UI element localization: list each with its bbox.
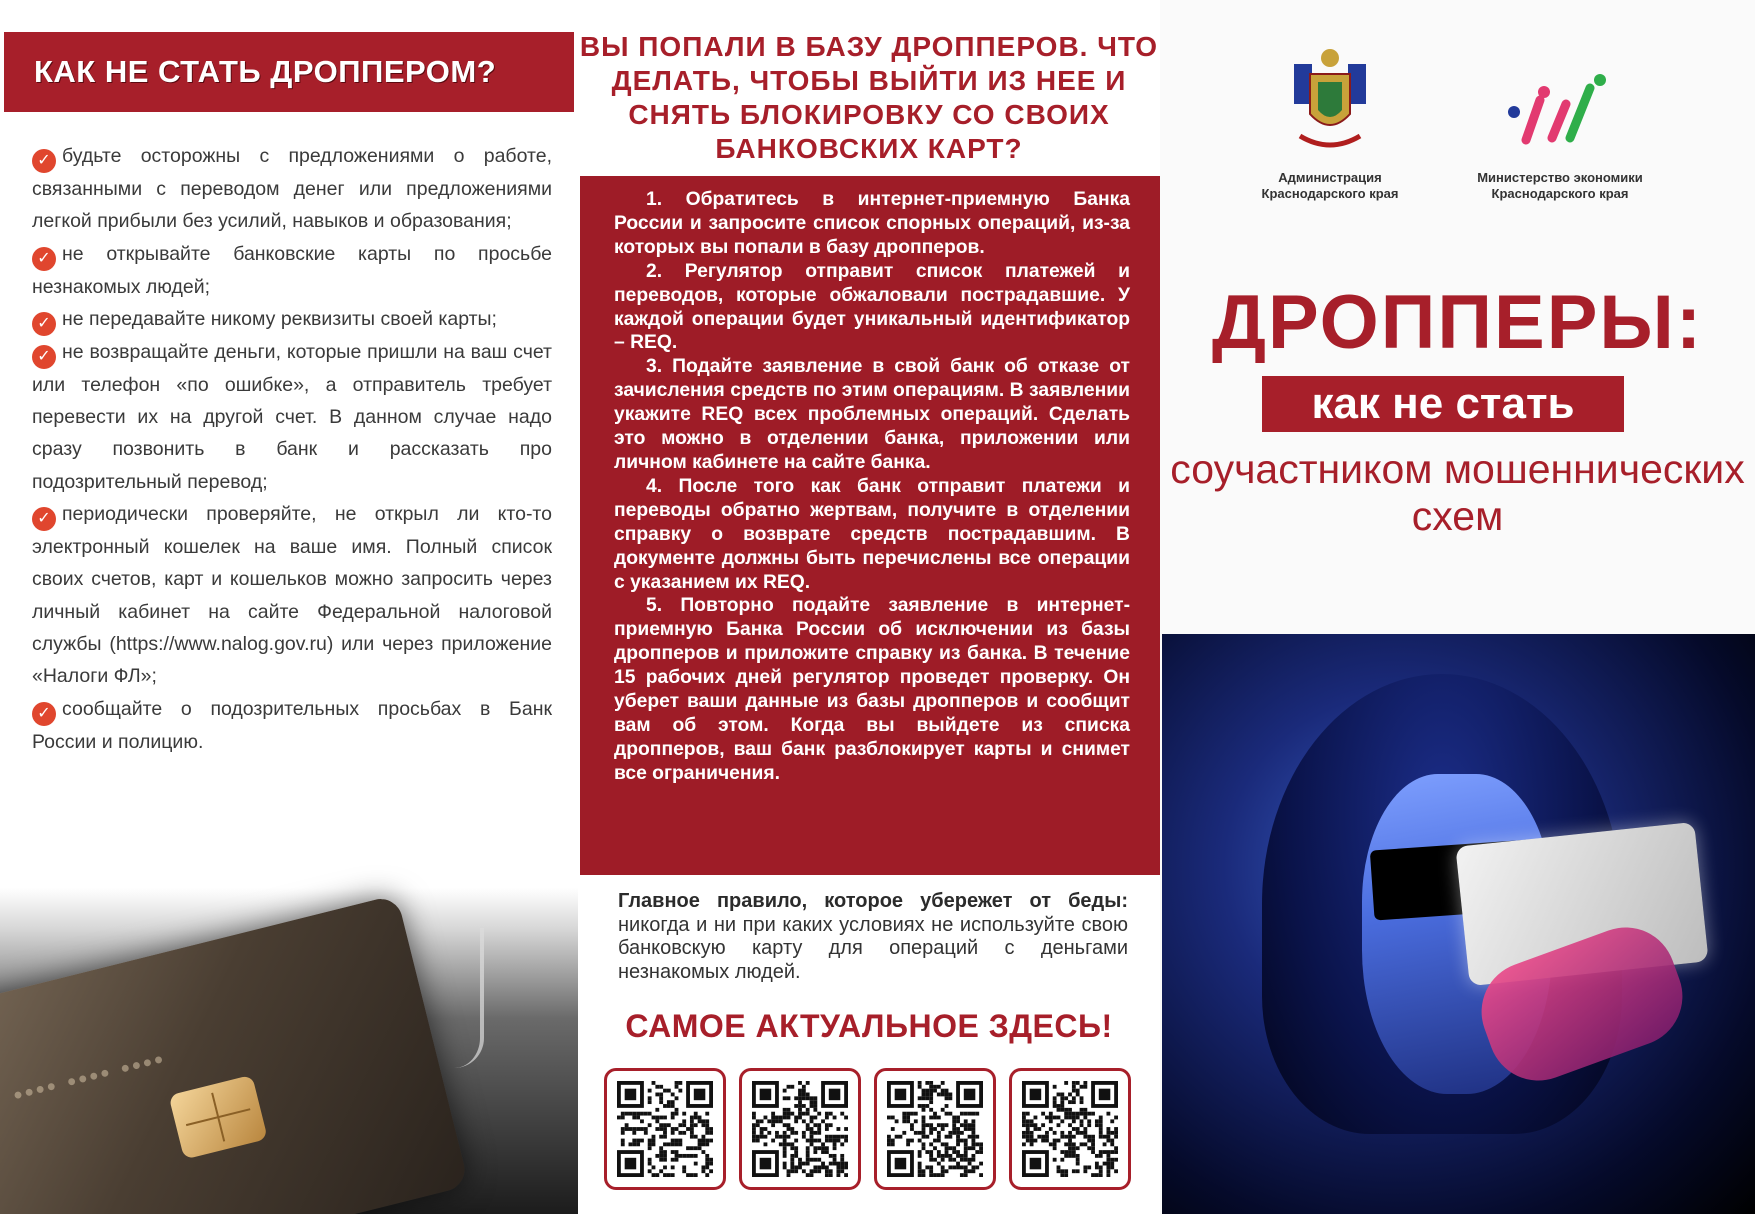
left-panel bbox=[0, 0, 578, 1214]
qr-pattern bbox=[887, 1081, 983, 1177]
fishing-hook-icon bbox=[440, 928, 484, 1068]
qr-pattern bbox=[617, 1081, 713, 1177]
tip-item: ✓ периодически проверяйте, не открыл ли кто-то электронный кошелек на ваше имя. Полный список своих счетов, карт и кошельков можно запросить через личный кабинет на сайте Федеральной налоговой службы (https://www.nalog.gov.ru) или через приложение «Налоги ФЛ»; bbox=[32, 503, 552, 688]
coat-of-arms-logo bbox=[1290, 44, 1370, 154]
qr-code-icon[interactable] bbox=[1009, 1068, 1131, 1190]
qr-code-icon[interactable] bbox=[604, 1068, 726, 1190]
tip-item: ✓ сообщайте о подозрительных просьбах в Банк России и полицию. bbox=[32, 697, 552, 753]
chip-icon bbox=[168, 1075, 267, 1160]
check-icon: ✓ bbox=[32, 247, 56, 271]
step-item: 3. Подайте заявление в свой банк об отказе от зачисления средств по этим операциям. В заявлении укажите REQ всех проблемных операций. Сделать это можно в отделении банка, приложении или личном кабинете на сайте банка. bbox=[614, 356, 1130, 473]
step-item: 1. Обратитесь в интернет-приемную Банка России и запросите список спорных операций, из-за которых вы попали в базу дропперов. bbox=[614, 189, 1130, 258]
admin-logo-label: Администрация Краснодарского края bbox=[1261, 170, 1399, 201]
how-not-to-become-box: как не стать bbox=[1262, 376, 1624, 432]
ministry-logo bbox=[1500, 70, 1620, 150]
credit-card-photo bbox=[0, 888, 578, 1214]
hacker-photo bbox=[1162, 634, 1755, 1214]
qr-pattern bbox=[1022, 1081, 1118, 1177]
tips-list bbox=[32, 140, 552, 758]
tip-item: ✓ не возвращайте деньги, которые пришли на ваш счет или телефон «по ошибке», а отправитель требует перевести их на другой счет. В данном случае надо сразу позвонить в банк и рассказать про подозрительный перевод; bbox=[32, 340, 552, 493]
right-panel bbox=[1160, 0, 1755, 1214]
middle-panel bbox=[578, 0, 1160, 1214]
main-rule bbox=[618, 890, 1128, 984]
actual-heading: САМОЕ АКТУАЛЬНОЕ ЗДЕСЬ! bbox=[625, 1008, 1113, 1044]
steps-box bbox=[580, 176, 1160, 875]
tip-item: ✓ будьте осторожны с предложениями о работе, связанными с переводом денег или предложениями легкой прибыли без усилий, навыков и образования; bbox=[32, 145, 552, 233]
main-rule-bold: Главное правило, которое убережет от беды: bbox=[618, 890, 1128, 912]
qr-pattern bbox=[752, 1081, 848, 1177]
qr-code-icon[interactable] bbox=[874, 1068, 996, 1190]
ministry-logo-label: Министерство экономики Краснодарского края bbox=[1477, 170, 1643, 201]
card-digits-decoration: •••• •••• •••• bbox=[10, 1045, 169, 1110]
step-item: 4. После того как банк отправит платежи и переводы обратно жертвам, получите в отделении справку о возврате средств пострадавшим. В документе должны быть перечислены все операции с указанием их REQ. bbox=[614, 475, 1130, 593]
subtitle: соучастником мошеннических схем bbox=[1170, 446, 1745, 539]
check-icon: ✓ bbox=[32, 507, 56, 531]
check-icon: ✓ bbox=[32, 312, 56, 336]
left-title: КАК НЕ СТАТЬ ДРОППЕРОМ? bbox=[4, 32, 574, 112]
qr-codes-row bbox=[604, 1068, 1144, 1196]
credit-card-image bbox=[0, 894, 469, 1214]
step-item: 2. Регулятор отправит список платежей и переводов, которые обжаловали пострадавшие. У каждой операции будет уникальный идентификатор – REQ. bbox=[614, 260, 1130, 354]
check-icon: ✓ bbox=[32, 345, 56, 369]
qr-code-icon[interactable] bbox=[739, 1068, 861, 1190]
main-rule-text: никогда и ни при каких условиях не используйте свою банковскую карту для операций с деньгами незнакомых людей. bbox=[618, 913, 1128, 983]
main-title: ДРОППЕРЫ: bbox=[1211, 280, 1704, 365]
check-icon: ✓ bbox=[32, 149, 56, 173]
middle-title: ВЫ ПОПАЛИ В БАЗУ ДРОППЕРОВ. ЧТО ДЕЛАТЬ, ЧТОБЫ ВЫЙТИ ИЗ НЕЕ И СНЯТЬ БЛОКИРОВКУ СО СВОИХ БАНКОВСКИХ КАРТ? bbox=[579, 31, 1159, 164]
check-icon: ✓ bbox=[32, 702, 56, 726]
step-item: 5. Повторно подайте заявление в интернет-приемную Банка России об исключении из базы дропперов и приложите справку из банка. В течение 15 рабочих дней регулятор проведет проверку. Он уберет ваши данные из базы дропперов и сообщит вам об этом. Когда вы выйдете из списка дропперов, ваш банк разблокирует карты и снимет все ограничения. bbox=[614, 595, 1130, 784]
tip-item: ✓ не открывайте банковские карты по просьбе незнакомых людей; bbox=[32, 242, 552, 298]
tip-item: ✓ не передавайте никому реквизиты своей карты; bbox=[32, 303, 552, 336]
